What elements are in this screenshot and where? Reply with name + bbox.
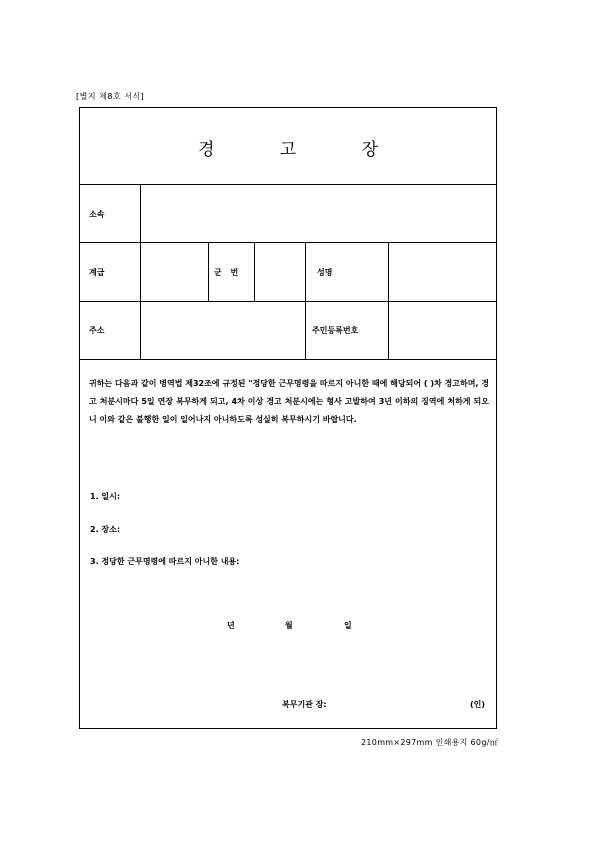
warning-notice: 귀하는 다음과 같이 병역법 제32조에 규정된 "정당한 근무명령을 따르지 아니한 때에 해당되어 ( )차 경고하며, 경고 처분시마다 5일 연장 복무하게 되고, 4차 이상 경고 처분시에는 형사 고발하여 3년 이하의 징역에 처하게 되오니 이와 같은 불행한 일이 일어나지 아니하도록 성실히 복무하시기 바랍니다. [89, 379, 489, 424]
date-day: 일 [344, 621, 352, 630]
name-label: 성명 [317, 268, 333, 277]
column-divider [140, 184, 141, 359]
resident-number-label: 주민등록번호 [312, 326, 359, 335]
divider [80, 301, 496, 302]
warning-form [79, 107, 497, 729]
divider [80, 359, 496, 360]
title-char-1: 경 [197, 140, 215, 160]
affiliation-label: 소속 [89, 210, 105, 219]
rank-label: 계급 [89, 268, 105, 277]
divider [80, 184, 496, 185]
item-violation: 3. 정당한 근무명령에 따르지 아니한 내용: [90, 557, 240, 566]
column-divider [305, 242, 306, 359]
item-place: 2. 장소: [90, 525, 121, 534]
item-date: 1. 일시: [90, 492, 121, 501]
seal-mark: (인) [470, 700, 486, 709]
agency-head-label: 복무기관 장: [282, 700, 327, 709]
divider [80, 242, 496, 243]
service-number-label: 군 번 [214, 268, 242, 277]
form-title [80, 135, 496, 160]
title-char-2: 고 [279, 140, 297, 160]
paper-spec: 210mm×297mm 인쇄용지 60g/㎡ [361, 738, 498, 747]
column-divider [254, 242, 255, 301]
form-number: [별지 제8호 서식] [76, 92, 145, 101]
date-month: 월 [285, 621, 293, 630]
date-year: 년 [227, 621, 235, 630]
column-divider [388, 242, 389, 359]
title-char-3: 장 [361, 140, 379, 160]
address-label: 주소 [89, 326, 105, 335]
column-divider [208, 242, 209, 301]
